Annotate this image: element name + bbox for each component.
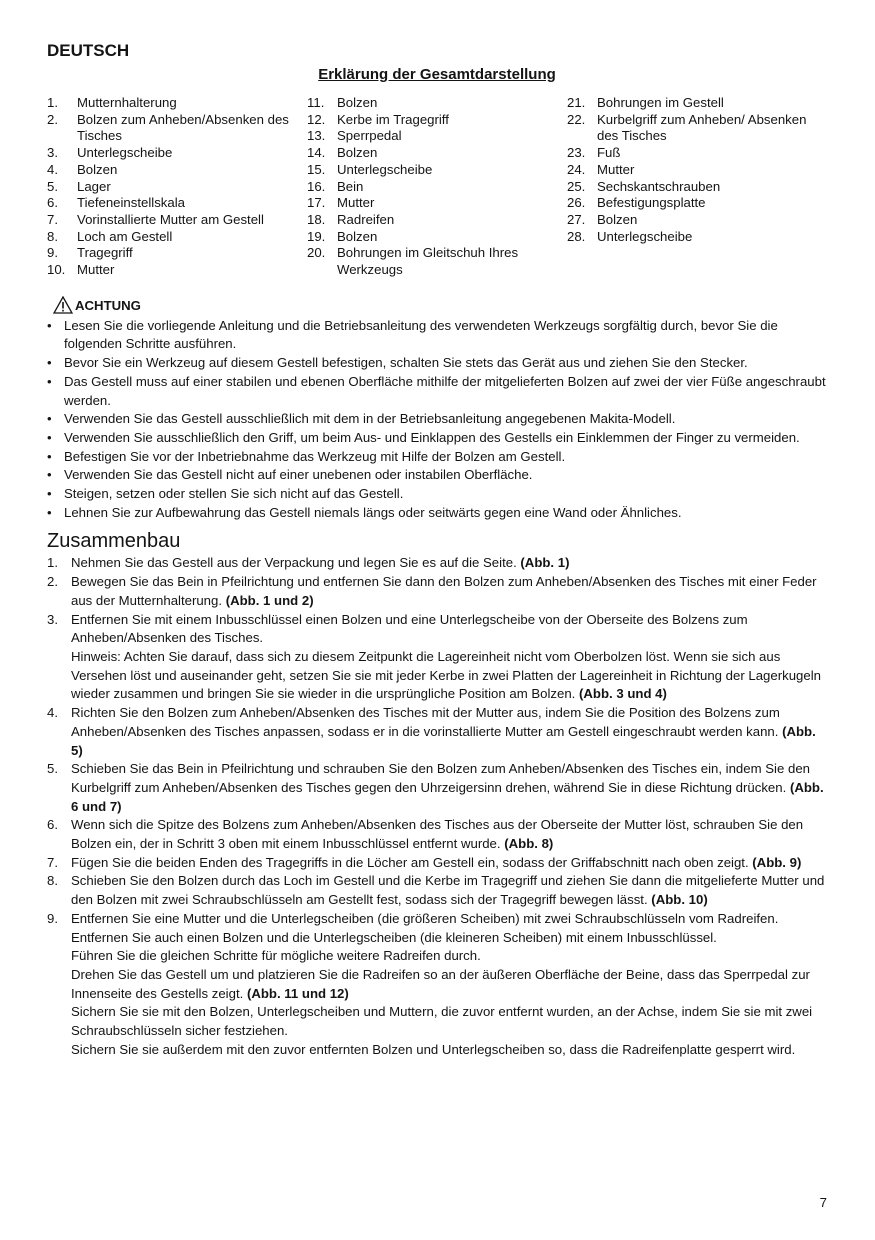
- assembly-step: [47, 910, 827, 1060]
- figure-reference: (Abb. 1 und 2): [225, 592, 314, 608]
- step-paragraph: [71, 966, 827, 1003]
- step-body: [71, 611, 827, 705]
- step-paragraph: [71, 760, 827, 816]
- assembly-steps: [47, 554, 827, 1059]
- assembly-step: [47, 554, 827, 573]
- step-text: Schieben Sie das Bein in Pfeilrichtung und schrauben Sie den Bolzen zum Anheben/Absenken des Tisches ein, indem Sie den Kurbelgriff zum Anheben/Absenken des Tisches gegen den Uhrzeigersinn drehen, während Sie in diese Richtung drücken.: [71, 761, 810, 795]
- part-item: 10. Mutter: [47, 262, 115, 278]
- figure-reference: (Abb. 1): [520, 555, 570, 571]
- step-body: [71, 704, 827, 760]
- warning-item: • Lehnen Sie zur Aufbewahrung das Gestell niemals längs oder seitwärts gegen eine Wand oder Ähnliches.: [47, 504, 682, 520]
- step-text: Hinweis: Achten Sie darauf, dass sich zu diesem Zeitpunkt die Lagereinheit nicht vom Oberbolzen löst. Wenn sie sich aus Versehen löst und auseinander geht, setzen Sie sie mit jeder Kerbe in zwei Platten der Lagereinheit in Richtung der Lagerkugeln wieder zusammen und bringen Sie sie wieder in die ursprüngliche Position am Bolzen.: [71, 648, 821, 702]
- warning-item: • Befestigen Sie vor der Inbetriebnahme das Werkzeug mit Hilfe der Bolzen am Gestell.: [47, 448, 566, 464]
- figure-reference: (Abb. 11 und 12): [246, 985, 349, 1001]
- step-text: Fügen Sie die beiden Enden des Tragegriffs in die Löcher am Gestell ein, sodass der Griffabschnitt nach oben zeigt.: [71, 854, 753, 870]
- step-body: [71, 872, 827, 909]
- part-item: 7. Vorinstallierte Mutter am Gestell: [47, 211, 264, 227]
- step-number: 9.: [47, 910, 58, 926]
- parts-column-3: [567, 95, 827, 279]
- step-paragraph: [71, 1041, 827, 1060]
- assembly-step: [47, 854, 827, 873]
- assembly-heading: Zusammenbau: [47, 530, 181, 553]
- part-item: 2. Bolzen zum Anheben/Absenken des Tisches: [47, 111, 289, 144]
- step-paragraph: [71, 947, 827, 966]
- part-item: 1. Mutternhalterung: [47, 95, 177, 110]
- part-item: 21. Bohrungen im Gestell: [567, 95, 724, 110]
- warning-item: • Verwenden Sie ausschließlich den Griff, um beim Aus- und Einklappen des Gestells ein Einklemmen der Finger zu vermeiden.: [47, 429, 800, 445]
- step-text: Sichern Sie sie mit den Bolzen, Unterlegscheiben und Muttern, die zuvor entfernt wurden, an der Achse, indem Sie sie mit zwei Schraubschlüsseln sicher festziehen.: [71, 1004, 813, 1039]
- manual-page: [47, 40, 827, 1059]
- step-text: Entfernen Sie mit einem Inbusschlüssel einen Bolzen und eine Unterlegscheibe von der Oberseite des Bolzens zum Anheben/Absenken des Tisches.: [71, 611, 748, 646]
- step-number: 7.: [47, 854, 58, 870]
- step-number: 1.: [47, 555, 58, 571]
- step-body: [71, 760, 827, 816]
- part-item: 15. Unterlegscheibe: [307, 161, 433, 177]
- step-paragraph: [71, 910, 827, 929]
- step-paragraph: [71, 554, 827, 573]
- part-item: 5. Lager: [47, 178, 111, 194]
- step-paragraph: [71, 611, 827, 648]
- language-heading: DEUTSCH: [47, 41, 130, 60]
- step-text: Entfernen Sie auch einen Bolzen und die Unterlegscheiben (die kleineren Scheiben) mit einem Inbusschlüssel.: [71, 929, 717, 945]
- parts-legend: [47, 95, 827, 279]
- warning-item: • Bevor Sie ein Werkzeug auf diesem Gestell befestigen, schalten Sie stets das Gerät aus und ziehen Sie den Stecker.: [47, 355, 748, 371]
- part-item: 11. Bolzen: [307, 95, 378, 110]
- part-item: 23. Fuß: [567, 145, 621, 161]
- step-paragraph: [71, 648, 827, 704]
- step-number: 8.: [47, 873, 58, 889]
- part-item: 22. Kurbelgriff zum Anheben/ Absenken des Tisches: [567, 111, 807, 144]
- part-item: 12. Kerbe im Tragegriff: [307, 111, 449, 127]
- step-number: 3.: [47, 611, 58, 627]
- step-number: 5.: [47, 761, 58, 777]
- part-item: 24. Mutter: [567, 161, 635, 177]
- parts-column-2: [307, 95, 567, 279]
- part-item: 14. Bolzen: [307, 145, 378, 161]
- legend-title: Erklärung der Gesamtdarstellung: [318, 66, 556, 83]
- step-text: Drehen Sie das Gestell um und platzieren Sie die Radreifen so an der äußeren Oberfläche der Beine, dass das Sperrpedal zur Innenseite des Gestells zeigt.: [71, 966, 810, 1001]
- warning-item: • Das Gestell muss auf einer stabilen und ebenen Oberfläche mithilfe der mitgelieferten Bolzen auf zwei der vier Füße angeschraubt werden.: [47, 373, 826, 408]
- step-text: Richten Sie den Bolzen zum Anheben/Absenken des Tisches mit der Mutter aus, indem Sie die Position des Bolzens zum Anheben/Absenken des Tisches anpassen, sodass er in die vorinstallierte Mutter am Gestell eingeschraubt werden kann.: [71, 705, 783, 739]
- page-number: 7: [819, 1195, 827, 1210]
- part-item: 6. Tiefeneinstellskala: [47, 195, 185, 211]
- assembly-step: [47, 573, 827, 610]
- step-paragraph: [71, 816, 827, 853]
- step-body: [71, 554, 827, 573]
- step-text: Führen Sie die gleichen Schritte für mögliche weitere Radreifen durch.: [71, 948, 481, 964]
- step-body: [71, 573, 827, 610]
- figure-reference: (Abb. 6 und 7): [71, 779, 824, 814]
- warning-item: • Verwenden Sie das Gestell ausschließlich mit dem in der Betriebsanleitung angegebenen Makita-Modell.: [47, 411, 676, 427]
- warning-item: • Lesen Sie die vorliegende Anleitung und die Betriebsanleitung des verwendeten Werkzeugs sorgfältig durch, bevor Sie die folgenden Schritte ausführen.: [47, 317, 778, 352]
- assembly-step: [47, 611, 827, 705]
- warning-list: [47, 317, 827, 523]
- figure-reference: (Abb. 8): [504, 836, 554, 852]
- warning-triangle-icon: [53, 296, 73, 314]
- step-paragraph: [71, 704, 827, 760]
- part-item: 17. Mutter: [307, 195, 375, 211]
- part-item: 8. Loch am Gestell: [47, 228, 173, 244]
- warning-heading: [47, 296, 827, 314]
- assembly-step: [47, 760, 827, 816]
- figure-reference: (Abb. 9): [752, 854, 802, 870]
- step-body: [71, 910, 827, 1060]
- figure-reference: (Abb. 3 und 4): [579, 686, 667, 702]
- step-number: 4.: [47, 705, 58, 721]
- part-item: 20. Bohrungen im Gleitschuh Ihres Werkzeugs: [307, 245, 519, 278]
- step-paragraph: [71, 1003, 827, 1040]
- part-item: 13. Sperrpedal: [307, 128, 402, 144]
- step-text: Schieben Sie den Bolzen durch das Loch im Gestell und die Kerbe im Tragegriff und ziehen Sie dann die mitgelieferte Mutter und den Bolzen mit zwei Schraubschlüsseln am Gestellt fest, sodass sich der Tragegriff bewegen lässt.: [71, 873, 825, 908]
- figure-reference: (Abb. 5): [71, 723, 816, 758]
- part-item: 19. Bolzen: [307, 228, 378, 244]
- step-text: Wenn sich die Spitze des Bolzens zum Anheben/Absenken des Tisches aus der Oberseite der Mutter löst, schrauben Sie den Bolzen ein, der in Schritt 3 oben mit einem Inbusschlüssel entfernt wurde.: [71, 817, 804, 852]
- part-item: 3. Unterlegscheibe: [47, 145, 173, 161]
- step-body: [71, 854, 827, 873]
- part-item: 9. Tragegriff: [47, 245, 133, 261]
- parts-column-1: [47, 95, 307, 279]
- assembly-step: [47, 816, 827, 853]
- step-number: 2.: [47, 574, 58, 590]
- step-paragraph: [71, 854, 827, 873]
- assembly-step: [47, 872, 827, 909]
- part-item: 27. Bolzen: [567, 211, 638, 227]
- step-text: Nehmen Sie das Gestell aus der Verpackung und legen Sie es auf die Seite.: [71, 555, 521, 571]
- part-item: 26. Befestigungsplatte: [567, 195, 706, 211]
- step-text: Sichern Sie sie außerdem mit den zuvor entfernten Bolzen und Unterlegscheiben so, dass die Radreifenplatte gesperrt wird.: [71, 1041, 796, 1057]
- step-number: 6.: [47, 817, 58, 833]
- warning-label: ACHTUNG: [75, 297, 141, 313]
- step-paragraph: [71, 929, 827, 948]
- step-paragraph: [71, 573, 827, 610]
- part-item: 4. Bolzen: [47, 161, 118, 177]
- warning-item: • Verwenden Sie das Gestell nicht auf einer unebenen oder instabilen Oberfläche.: [47, 467, 533, 483]
- figure-reference: (Abb. 10): [651, 892, 708, 908]
- part-item: 18. Radreifen: [307, 211, 395, 227]
- part-item: 16. Bein: [307, 178, 364, 194]
- part-item: 25. Sechskantschrauben: [567, 178, 721, 194]
- part-item: 28. Unterlegscheibe: [567, 228, 693, 244]
- step-paragraph: [71, 872, 827, 909]
- step-text: Entfernen Sie eine Mutter und die Unterlegscheiben (die größeren Scheiben) mit zwei Schraubschlüsseln vom Radreifen.: [71, 910, 779, 926]
- step-body: [71, 816, 827, 853]
- assembly-step: [47, 704, 827, 760]
- step-text: Bewegen Sie das Bein in Pfeilrichtung und entfernen Sie dann den Bolzen zum Anheben/Absenken des Tisches mit einer Feder aus der Mutternhalterung.: [71, 574, 817, 608]
- warning-item: • Steigen, setzen oder stellen Sie sich nicht auf das Gestell.: [47, 486, 404, 502]
